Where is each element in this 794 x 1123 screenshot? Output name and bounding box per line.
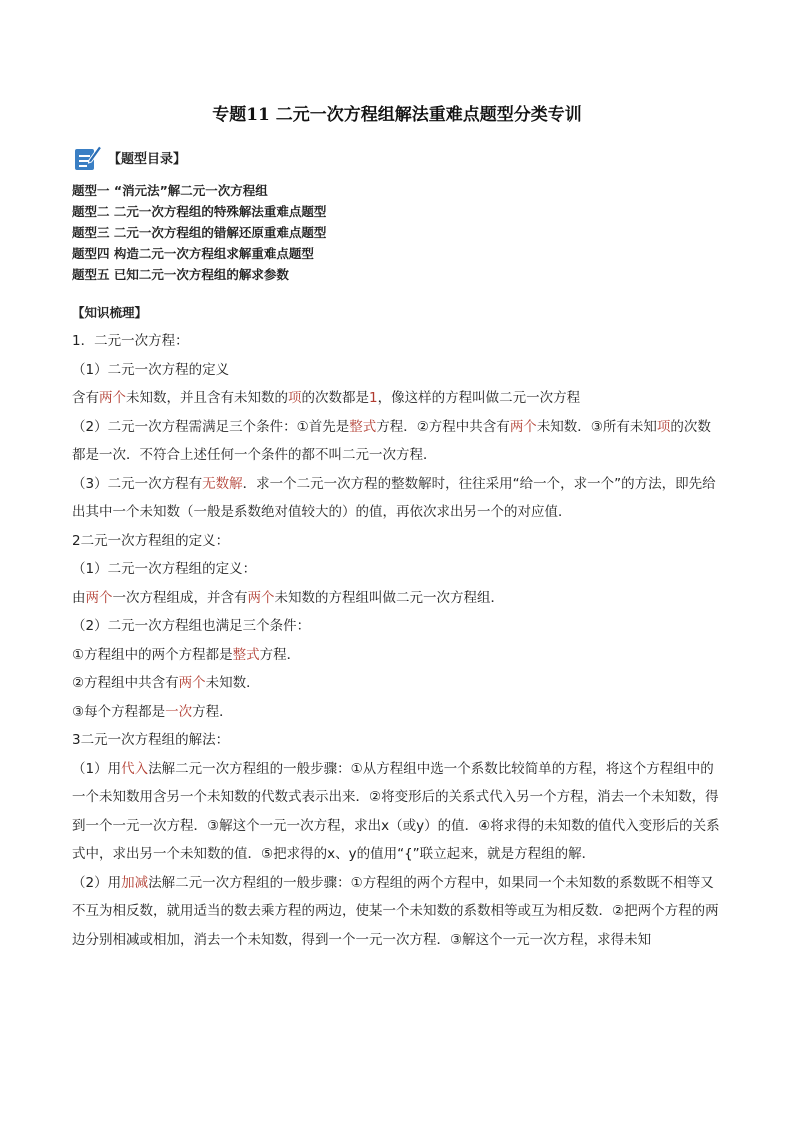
- paragraph: ②方程组中共含有两个未知数．: [72, 675, 260, 691]
- knowledge-content: [72, 327, 724, 954]
- toc-item: 题型一 “消元法”解二元一次方程组: [72, 183, 268, 198]
- paragraph: （1）二元一次方程的定义: [72, 361, 230, 378]
- paragraph: ①方程组中的两个方程都是整式方程．: [72, 646, 301, 663]
- paragraph: 2二元一次方程组的定义：: [72, 532, 230, 549]
- toc-item: 题型二 二元一次方程组的特殊解法重难点题型: [72, 204, 327, 219]
- paragraph: （2）用加减法解二元一次方程组的一般步骤：①方程组的两个方程中，如果同一个未知数的系数既不相等又不互为相反数，就用适当的数去乘方程的两边，使某一个未知数的系数相等或互为相反数．②把两个方程的两边分别相减或相加，消去一个未知数，得到一个一元一次方程．③解这个一元一次方程，求得未知: [72, 874, 719, 948]
- paragraph: 3二元一次方程组的解法：: [72, 732, 230, 748]
- paragraph: （3）二元一次方程有无数解．求一个二元一次方程的整数解时，往往采用“给一个，求一个”的方法，即先给出其中一个未知数（一般是系数绝对值较大的）的值，再依次求出另一个的对应值．: [72, 475, 716, 520]
- edit-note-icon: [72, 142, 102, 172]
- paragraph: （2）二元一次方程组也满足三个条件：: [72, 618, 311, 634]
- paragraph: 1．二元一次方程：: [72, 333, 189, 349]
- paragraph: （1）二元一次方程组的定义：: [72, 561, 257, 577]
- paragraph: 含有两个未知数，并且含有未知数的项的次数都是1，像这样的方程叫做二元一次方程: [72, 390, 581, 406]
- section-label: 【知识梳理】: [72, 305, 148, 320]
- toc-item: 题型五 已知二元一次方程组的解求参数: [72, 267, 289, 282]
- paragraph: （2）二元一次方程需满足三个条件：①首先是整式方程．②方程中共含有两个未知数．③所有未知项的次数都是一次．不符合上述任何一个条件的都不叫二元一次方程．: [72, 418, 711, 463]
- toc-label: 【题型目录】: [108, 151, 187, 167]
- paragraph: 由两个一次方程组成，并含有两个未知数的方程组叫做二元一次方程组．: [72, 589, 504, 606]
- toc-list: [72, 180, 326, 285]
- toc-item: 题型三 二元一次方程组的错解还原重难点题型: [72, 225, 327, 240]
- toc-header: [72, 142, 186, 172]
- paragraph: （1）用代入法解二元一次方程组的一般步骤：①从方程组中选一个系数比较简单的方程，将这个方程组中的一个未知数用含另一个未知数的代数式表示出来．②将变形后的关系式代入另一个方程，消去一个未知数，得到一个一元一次方程．③解这个一元一次方程，求出x（或y）的值．④将求得的未知数的值代入变形后的关系式中，求出另一个未知数的值．⑤把求得的x、y的值用“{”联立起来，就是方程组的解．: [72, 760, 720, 862]
- paragraph: ③每个方程都是一次方程．: [72, 703, 233, 720]
- toc-item: 题型四 构造二元一次方程组求解重难点题型: [72, 246, 314, 261]
- page-title: 专题11 二元一次方程组解法重难点题型分类专训: [212, 105, 582, 125]
